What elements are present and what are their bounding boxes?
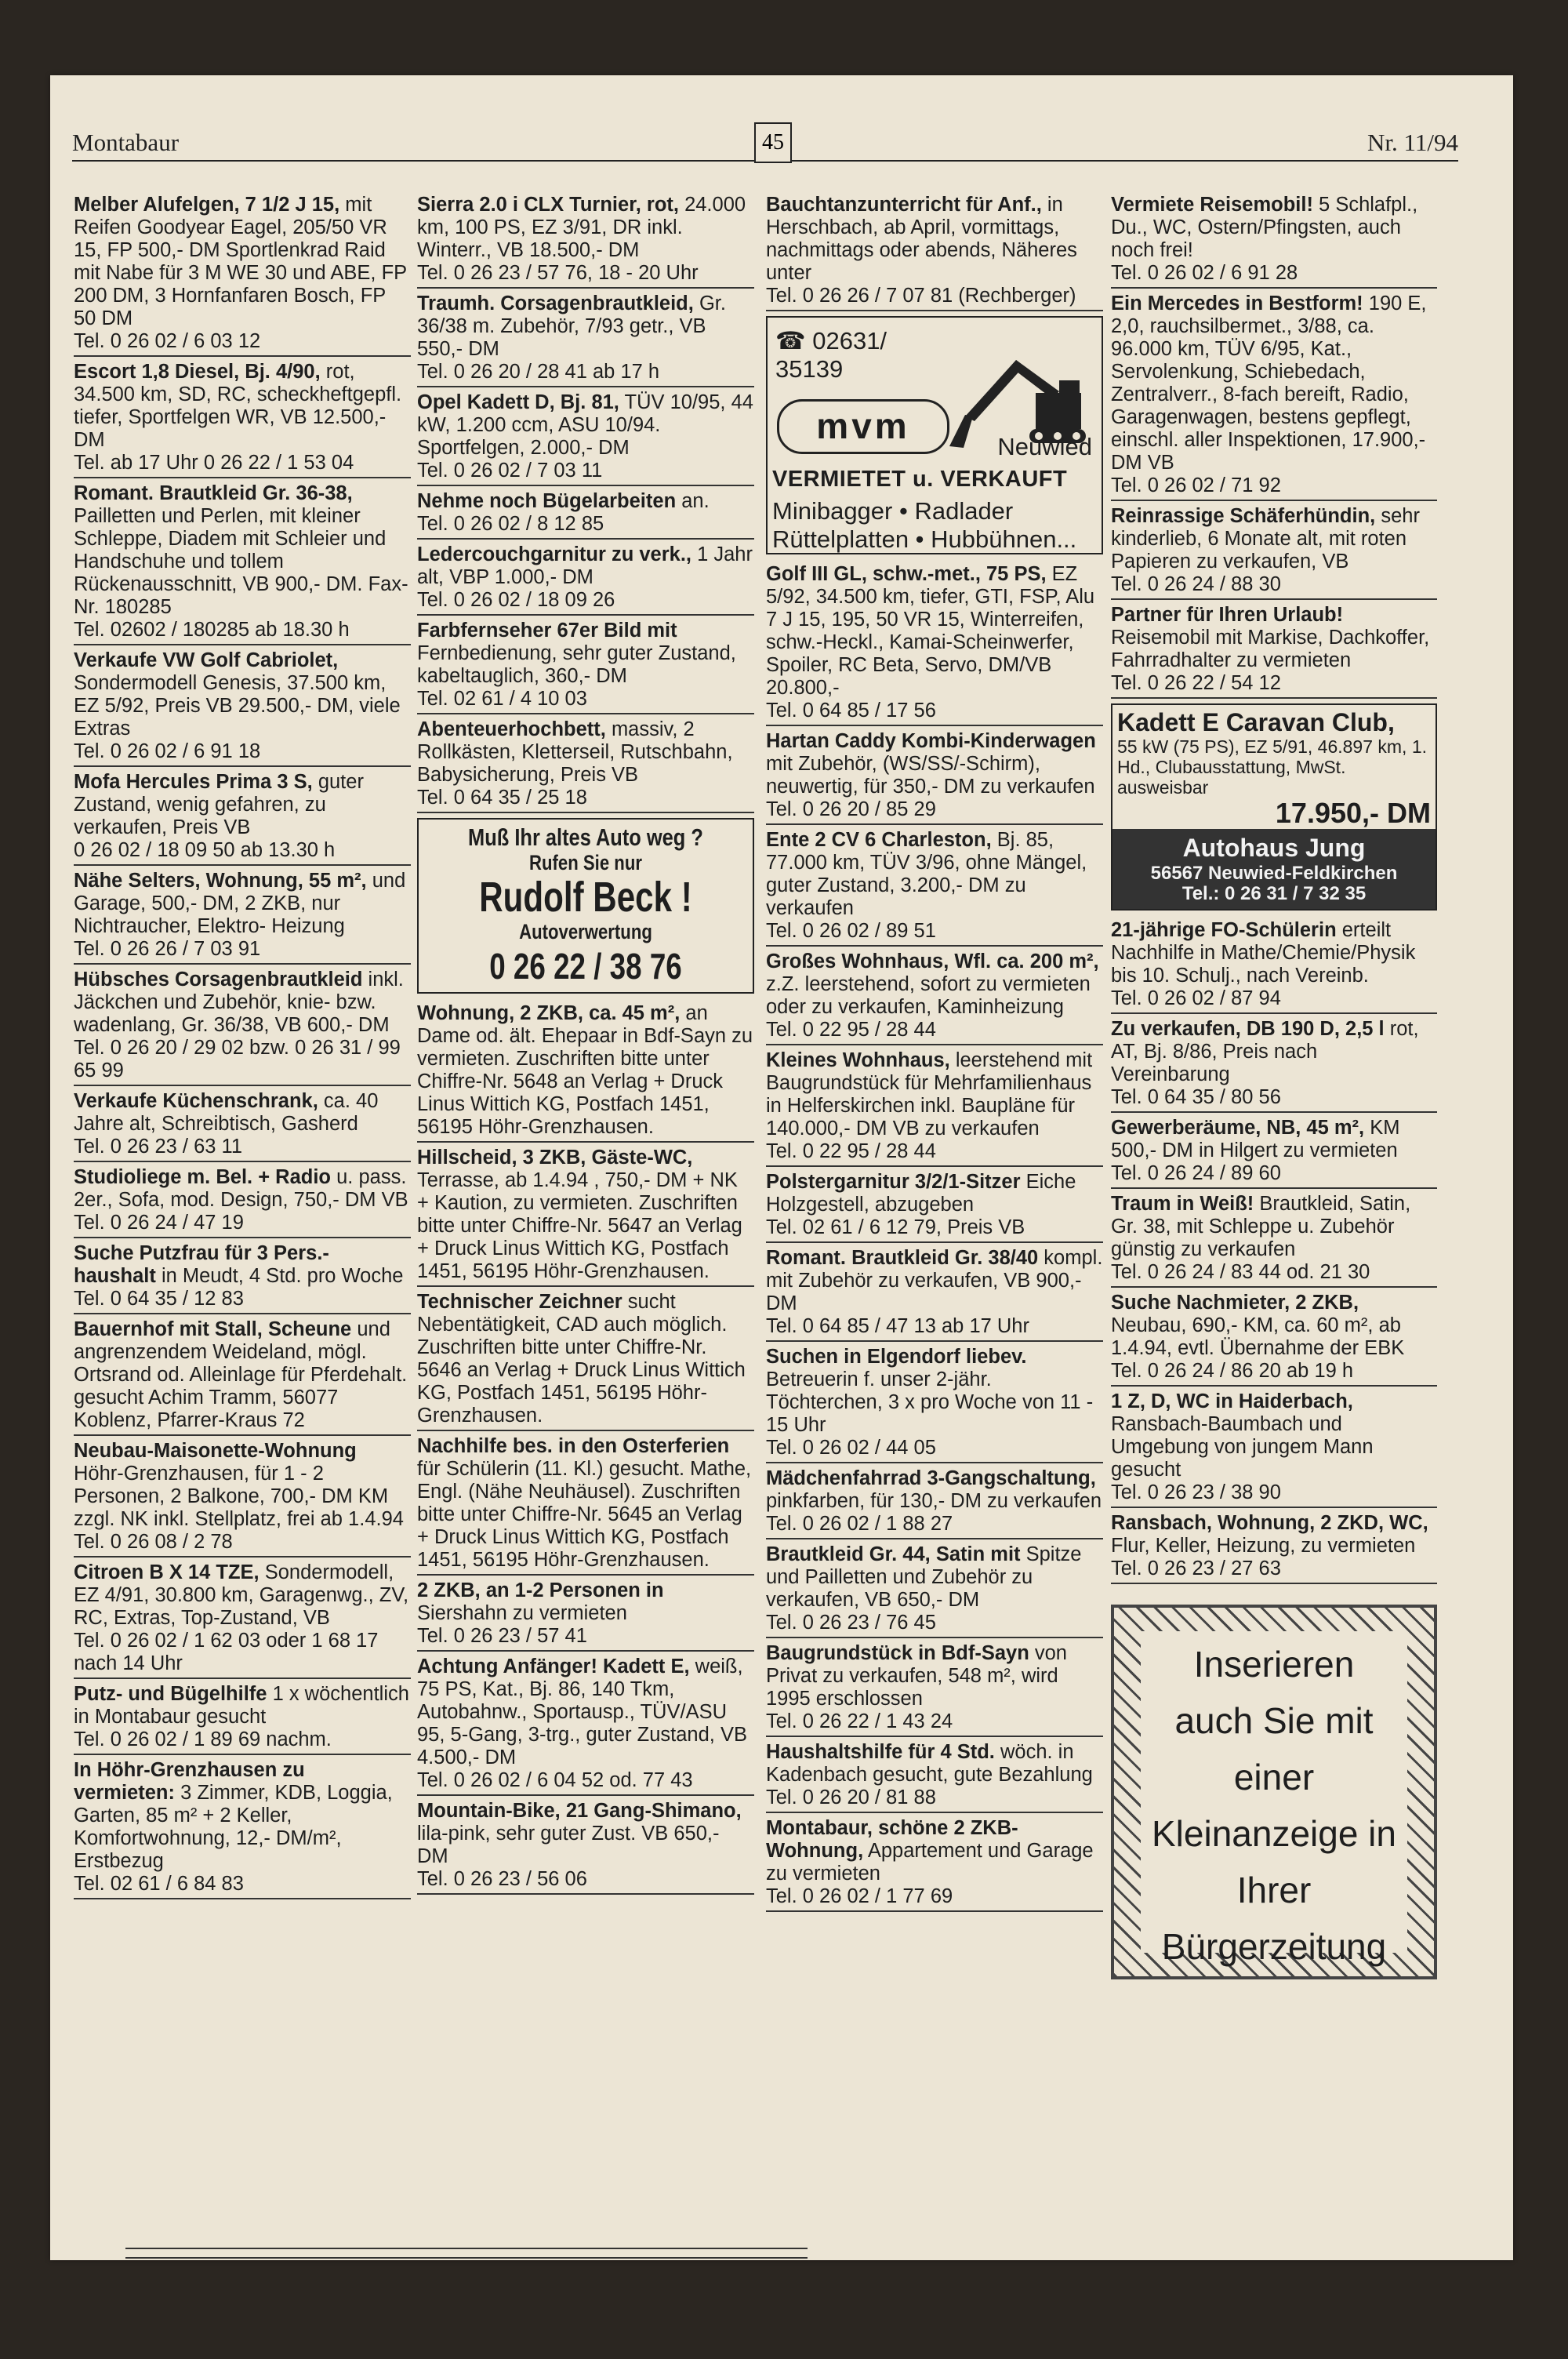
promo-line-5: Ihrer	[1236, 1870, 1312, 1910]
ad-text: 24.000 km, 100 PS, EZ 3/91, DR inkl. Winterr., VB 18.500,- DM	[417, 194, 746, 261]
ad-headline: Nachhilfe bes. in den Osterferien	[417, 1435, 730, 1457]
classified-ad	[417, 292, 754, 387]
ad-phone: Tel. 0 26 20 / 81 88	[766, 1787, 936, 1808]
ad-text: Bj. 85, 77.000 km, TÜV 3/96, ohne Mängel, guter Zustand, 3.200,- DM zu verkaufen	[766, 829, 1087, 919]
ad-phone: Tel. 0 26 02 / 1 88 27	[766, 1513, 953, 1535]
classified-ad	[766, 1543, 1103, 1638]
classified-ad	[417, 1001, 754, 1143]
mvm-phone	[775, 327, 887, 383]
ad-phone: Tel. 0 26 26 / 7 03 91	[74, 938, 261, 960]
classified-ad	[417, 1290, 754, 1431]
classified-ad	[1111, 504, 1437, 600]
classified-ad	[417, 489, 754, 540]
ad-headline: Sierra 2.0 i CLX Turnier, rot,	[417, 194, 679, 216]
ad-headline: Hartan Caddy Kombi-Kinderwagen	[766, 730, 1096, 752]
ad-text: 1 Jahr alt, VBP 1.000,- DM	[417, 543, 753, 588]
ad-headline: Nehme noch Bügelarbeiten	[417, 490, 677, 512]
classified-ad	[766, 729, 1103, 825]
promo-box	[1111, 1605, 1437, 1979]
ad-text: EZ 5/92, 34.500 km, tiefer, GTI, FSP, Alu 7 J 15, 195, 50 VR 15, Winterreifen, schw.-Heckl., Kamai-Scheinwerfer, Spoiler, RC Beta, Servo, DM/VB 20.800,-	[766, 563, 1095, 699]
bottom-rule	[125, 2248, 808, 2249]
classified-ad	[766, 828, 1103, 947]
ad-text: sehr kinderlieb, 6 Monate alt, mit roten Papieren zu verkaufen, VB	[1111, 505, 1420, 572]
mvm-slogan: VERMIETET u. VERKAUFT	[772, 467, 1068, 492]
promo-line-3: einer	[1233, 1757, 1315, 1797]
ad-phone: Tel. 0 26 02 / 6 91 18	[74, 740, 261, 762]
ad-headline: 1 Z, D, WC in Haiderbach,	[1111, 1390, 1353, 1412]
ad-phone: Tel. ab 17 Uhr 0 26 22 / 1 53 04	[74, 452, 354, 474]
mvm-phone-line-1: ☎ 02631/	[775, 327, 887, 354]
ad-phone: Tel. 0 26 23 / 56 06	[417, 1868, 587, 1890]
ad-text: z.Z. leerstehend, sofort zu vermieten oder zu verkaufen, Kaminheizung	[766, 973, 1091, 1018]
ad-text: in Meudt, 4 Std. pro Woche	[161, 1265, 404, 1287]
ad-text: ca. 40 Jahre alt, Schreibtisch, Gasherd	[74, 1090, 379, 1135]
ad-headline: Suche Nachmieter, 2 ZKB,	[1111, 1292, 1359, 1314]
ad-text: Brautkleid, Satin, Gr. 38, mit Schleppe u. Zubehör günstig zu verkaufen	[1111, 1193, 1411, 1260]
ad-phone: Tel. 02602 / 180285 ab 18.30 h	[74, 619, 350, 641]
ad-text: Gr. 36/38 m. Zubehör, 7/93 getr., VB 550,- DM	[417, 293, 726, 360]
classified-ad	[1111, 1390, 1437, 1508]
column-4	[1111, 193, 1437, 1979]
ad-text: und Garage, 500,- DM, 2 ZKB, nur Nichtraucher, Elektro- Heizung	[74, 870, 406, 937]
classified-ad	[1111, 1116, 1437, 1189]
classified-ad	[74, 1165, 411, 1238]
ad-headline: Melber Alufelgen, 7 1/2 J 15,	[74, 194, 340, 216]
classified-ad	[417, 718, 754, 813]
classified-ad	[766, 1740, 1103, 1813]
ad-headline: Citroen B X 14 TZE,	[74, 1561, 260, 1583]
ad-headline: Achtung Anfänger! Kadett E,	[417, 1656, 690, 1677]
ad-headline: Kleines Wohnhaus,	[766, 1049, 950, 1071]
classified-ad	[1111, 1017, 1437, 1113]
column-2-ads-bottom	[417, 1001, 754, 1895]
ad-headline: Mountain-Bike, 21 Gang-Shimano,	[417, 1800, 742, 1822]
ad-headline: Großes Wohnhaus, Wfl. ca. 200 m²,	[766, 951, 1099, 972]
classified-ad	[1111, 1291, 1437, 1387]
ad-text: Neubau, 690,- KM, ca. 60 m², ab 1.4.94, evtl. Übernahme der EBK	[1111, 1314, 1405, 1359]
ad-phone: Tel. 02 61 / 4 10 03	[417, 688, 587, 710]
ad-headline: 21-jährige FO-Schülerin	[1111, 919, 1337, 941]
ad-text: weiß, 75 PS, Kat., Bj. 86, 140 Tkm, Autobahnw., Sportausp., TÜV/ASU 95, 5-Gang, 3-trg., guter Zustand, VB 4.500,- DM	[417, 1656, 747, 1768]
classified-ad	[766, 1467, 1103, 1539]
classified-ad	[1111, 292, 1437, 501]
newspaper-page	[50, 75, 1513, 2260]
issue-number: Nr. 11/94	[1367, 129, 1458, 156]
ad-phone: Tel. 0 26 02 / 1 89 69 nachm.	[74, 1728, 332, 1750]
ad-headline: Technischer Zeichner	[417, 1291, 622, 1313]
classified-ad	[417, 1579, 754, 1652]
ad-headline: Ransbach, Wohnung, 2 ZKD, WC,	[1111, 1512, 1428, 1534]
ad-phone: Tel. 0 26 23 / 57 76, 18 - 20 Uhr	[417, 262, 699, 284]
ad-phone: Tel. 0 26 24 / 83 44 od. 21 30	[1111, 1261, 1370, 1283]
classified-ad	[417, 1146, 754, 1287]
ad-phone: Tel. 0 22 95 / 28 44	[766, 1019, 936, 1041]
classified-ad	[74, 1089, 411, 1162]
ad-phone: Tel. 0 26 20 / 28 41 ab 17 h	[417, 361, 660, 383]
ad-phone: Tel. 0 26 02 / 6 03 12	[74, 330, 261, 352]
classified-ad	[1111, 193, 1437, 289]
ad-headline: Montabaur, schöne 2 ZKB-Wohnung,	[766, 1817, 1018, 1862]
ad-text: Sondermodell Genesis, 37.500 km, EZ 5/92, Preis VB 29.500,- DM, viele Extras	[74, 672, 401, 740]
promo-line-4: Kleinanzeige in	[1151, 1813, 1396, 1854]
classified-ad	[74, 1758, 411, 1899]
ad-headline: Abenteuerhochbett,	[417, 718, 606, 740]
bottom-rule-2	[125, 2257, 808, 2259]
promo-line-6: Bürgerzeitung	[1161, 1926, 1387, 1967]
ad-text: Sondermodell, EZ 4/91, 30.800 km, Garagenwg., ZV, RC, Extras, Top-Zustand, VB	[74, 1561, 409, 1629]
classified-ad	[766, 950, 1103, 1045]
ad-phone: Tel. 0 26 02 / 7 03 11	[417, 460, 603, 482]
ad-text: rot, 34.500 km, SD, RC, scheckheftgepfl. tiefer, Sportfelgen WR, VB 12.500,- DM	[74, 361, 402, 451]
beck-subtitle: Autoverwertung	[519, 920, 652, 943]
mvm-display-ad	[766, 316, 1103, 554]
kadett-title: Kadett E Caravan Club,	[1117, 708, 1395, 736]
ad-text: Pailletten und Perlen, mit kleiner Schleppe, Diadem mit Schleier und Handschuhe und tollem Rückenausschnitt, VB 900,- DM. Fax-Nr. 180285	[74, 505, 408, 618]
ad-text: rot, AT, Bj. 8/86, Preis nach Vereinbarung	[1111, 1018, 1419, 1085]
ad-text: KM 500,- DM in Hilgert zu vermieten	[1111, 1117, 1400, 1161]
ad-phone: Tel. 0 26 24 / 86 20 ab 19 h	[1111, 1360, 1354, 1382]
mvm-phone-line-2: 35139	[775, 355, 844, 383]
ad-phone: Tel. 0 64 35 / 12 83	[74, 1288, 244, 1310]
ad-headline: Studioliege m. Bel. + Radio	[74, 1166, 332, 1188]
kadett-price: 17.950,- DM	[1275, 797, 1431, 829]
ad-headline: Traumh. Corsagenbrautkleid,	[417, 293, 694, 314]
beck-line-2: Rufen Sie nur	[529, 851, 642, 874]
ad-headline: Romant. Brautkleid Gr. 38/40	[766, 1247, 1039, 1269]
ad-text: Ransbach-Baumbach und Umgebung von jungem Mann gesucht	[1111, 1413, 1374, 1481]
classified-ad	[417, 1799, 754, 1895]
promo-line-1: Inserieren	[1193, 1644, 1355, 1685]
ad-text: an Dame od. ält. Ehepaar in Bdf-Sayn zu vermieten. Zuschriften bitte unter Chiffre-Nr. 5648 an Verlag + Druck Linus Wittich KG, Postfach 1451, 56195 Höhr-Grenzhausen.	[417, 1002, 753, 1138]
column-4-ads-top	[1111, 193, 1437, 699]
ad-headline: Haushaltshilfe für 4 Std.	[766, 1741, 995, 1763]
ad-headline: Escort 1,8 Diesel, Bj. 4/90,	[74, 361, 321, 383]
ad-text: mit Reifen Goodyear Eagel, 205/50 VR 15, FP 500,- DM Sportlenkrad Raid mit Nabe für 3 M WE 30 und ABE, FP 200 DM, 3 Hornfanfaren Bosch, FP 50 DM	[74, 194, 407, 329]
classified-ad	[1111, 1511, 1437, 1584]
classified-ad	[74, 193, 411, 357]
ad-headline: Romant. Brautkleid Gr. 36-38,	[74, 482, 353, 504]
ad-headline: Bauchtanzunterricht für Anf.,	[766, 194, 1042, 216]
ad-phone: Tel. 0 26 22 / 1 43 24	[766, 1710, 953, 1732]
mvm-line-1: Minibagger • Radlader	[772, 497, 1014, 525]
dealer-phone: Tel.: 0 26 31 / 7 32 35	[1181, 883, 1367, 904]
ad-phone: Tel. 0 26 23 / 27 63	[1111, 1558, 1281, 1579]
ad-headline: Ledercouchgarnitur zu verk.,	[417, 543, 692, 565]
classified-ad	[417, 543, 754, 616]
ad-phone: Tel. 0 26 02 / 1 62 03 oder 1 68 17 nach 14 Uhr	[74, 1630, 379, 1674]
mvm-city: Neuwied	[997, 433, 1092, 460]
ad-text: und angrenzendem Weideland, mögl. Ortsrand od. Alleinlage für Pferdehalt. gesucht Achim Tramm, 56077 Koblenz, Pfarrer-Kraus 72	[74, 1318, 408, 1431]
classified-ad	[1111, 1192, 1437, 1288]
ad-headline: Ein Mercedes in Bestform!	[1111, 293, 1363, 314]
ad-phone: Tel. 0 26 24 / 88 30	[1111, 573, 1281, 595]
classified-ad	[74, 1241, 411, 1314]
classified-ad	[766, 1816, 1103, 1912]
promo-text	[1141, 1631, 1407, 1967]
ad-phone: Tel. 0 26 08 / 2 78	[74, 1531, 233, 1553]
dealer-name: Autohaus Jung	[1182, 834, 1366, 862]
ad-phone: Tel. 0 26 02 / 6 91 28	[1111, 262, 1298, 284]
classified-ad	[74, 1561, 411, 1679]
classified-ad	[74, 869, 411, 965]
ad-headline: Hillscheid, 3 ZKB, Gäste-WC,	[417, 1147, 693, 1169]
ad-text: Reisemobil mit Markise, Dachkoffer, Fahrradhalter zu vermieten	[1111, 627, 1430, 671]
ad-phone: Tel. 0 26 22 / 54 12	[1111, 672, 1281, 694]
classified-ad	[766, 1170, 1103, 1243]
page-number: 45	[754, 122, 792, 163]
ad-headline: Wohnung, 2 ZKB, ca. 45 m²,	[417, 1002, 681, 1024]
ad-text: 3 Zimmer, KDB, Loggia, Garten, 85 m² + 2 Keller, Komfortwohnung, 12,- DM/m², Erstbezug	[74, 1782, 393, 1872]
ad-phone: Tel. 0 26 20 / 85 29	[766, 798, 936, 820]
ad-text: für Schülerin (11. Kl.) gesucht. Mathe, Engl. (Nähe Neuhäusel). Zuschriften bitte unter Chiffre-Nr. 5645 an Verlag + Druck Linus Wittich KG, Postfach 1451, 56195 Höhr-Grenzhausen.	[417, 1458, 752, 1571]
ad-headline: Verkaufe Küchenschrank,	[74, 1090, 318, 1112]
classified-ad	[766, 1641, 1103, 1737]
ad-headline: Verkaufe VW Golf Cabriolet,	[74, 649, 339, 671]
ad-text: von Privat zu verkaufen, 548 m², wird 1995 erschlossen	[766, 1642, 1067, 1710]
ad-headline: Ente 2 CV 6 Charleston,	[766, 829, 992, 851]
ad-text: Siershahn zu vermieten	[417, 1602, 627, 1624]
ad-text: 5 Schlafpl., Du., WC, Ostern/Pfingsten, auch noch frei!	[1111, 194, 1418, 261]
ad-headline: Opel Kadett D, Bj. 81,	[417, 391, 619, 413]
classified-ad	[74, 649, 411, 767]
classified-ad	[74, 1318, 411, 1436]
ad-phone: Tel. 0 26 02 / 44 05	[766, 1437, 936, 1459]
ad-headline: Neubau-Maisonette-Wohnung	[74, 1440, 357, 1462]
rudolf-beck-display-ad	[417, 818, 754, 994]
ad-headline: Suche Putzfrau für 3 Pers.-haushalt	[74, 1242, 329, 1287]
dealer-bar	[1112, 829, 1436, 909]
ad-phone: Tel. 0 26 24 / 89 60	[1111, 1162, 1281, 1184]
column-2	[417, 193, 754, 1898]
ad-phone: Tel. 0 26 23 / 63 11	[74, 1136, 243, 1158]
ad-headline: Traum in Weiß!	[1111, 1193, 1254, 1215]
classified-ad	[74, 1682, 411, 1755]
ad-phone: Tel. 0 26 26 / 7 07 81 (Rechberger)	[766, 285, 1076, 307]
ad-phone: Tel. 0 64 35 / 80 56	[1111, 1086, 1281, 1108]
ad-phone: 0 26 02 / 18 09 50 ab 13.30 h	[74, 839, 336, 861]
ad-headline: Zu verkaufen, DB 190 D, 2,5 l	[1111, 1018, 1385, 1040]
ad-headline: Nähe Selters, Wohnung, 55 m²,	[74, 870, 367, 892]
ad-headline: Reinrassige Schäferhündin,	[1111, 505, 1376, 527]
ad-phone: Tel. 0 26 23 / 57 41	[417, 1625, 587, 1647]
ad-phone: Tel. 0 64 35 / 25 18	[417, 787, 587, 809]
classified-ad	[766, 1246, 1103, 1342]
ad-text: Spitze und Pailletten und Zubehör zu verkaufen, VB 650,- DM	[766, 1543, 1082, 1611]
ad-text: Flur, Keller, Heizung, zu vermieten	[1111, 1535, 1416, 1557]
ad-phone: Tel. 0 26 02 / 8 12 85	[417, 513, 604, 535]
ad-headline: Putz- und Bügelhilfe	[74, 1683, 267, 1705]
ad-phone: Tel. 0 26 23 / 76 45	[766, 1612, 936, 1634]
classified-ad	[417, 1655, 754, 1796]
ad-headline: Farbfernseher 67er Bild mit	[417, 620, 677, 642]
classified-ad	[1111, 918, 1437, 1014]
ad-text: Höhr-Grenzhausen, für 1 - 2 Personen, 2 Balkone, 700,- DM KM zzgl. NK inkl. Stellplatz, frei ab 1.4.94	[74, 1463, 404, 1530]
ad-headline: Golf III GL, schw.-met., 75 PS,	[766, 563, 1047, 585]
classified-ad	[74, 1439, 411, 1558]
classified-ad	[766, 1345, 1103, 1463]
ad-headline: Mädchenfahrrad 3-Gangschaltung,	[766, 1467, 1096, 1489]
ad-text: 190 E, 2,0, rauchsilbermet., 3/88, ca. 96.000 km, TÜV 6/95, Kat., Servolenkung, Schiebedach, Zentralverr., 8-fach bereift, Radio, Garagenwagen, bestens gepflegt, einschl. aller Inspektionen, 17.900,- DM VB	[1111, 293, 1427, 474]
ad-headline: Brautkleid Gr. 44, Satin mit	[766, 1543, 1021, 1565]
ad-headline: Vermiete Reisemobil!	[1111, 194, 1313, 216]
ad-headline: Bauernhof mit Stall, Scheune	[74, 1318, 352, 1340]
ad-text: mit Zubehör, (WS/SS/-Schirm), neuwertig, für 350,- DM zu verkaufen	[766, 753, 1095, 798]
ad-text: 1 x wöchentlich in Montabaur gesucht	[74, 1683, 409, 1728]
classified-ad	[74, 360, 411, 478]
ad-phone: Tel. 0 64 85 / 47 13 ab 17 Uhr	[766, 1315, 1029, 1337]
ad-phone: Tel. 0 26 23 / 38 90	[1111, 1481, 1281, 1503]
ad-text: an.	[681, 490, 710, 512]
beck-line-1: Muß Ihr altes Auto weg ?	[468, 823, 703, 851]
classified-ad	[766, 193, 1103, 311]
column-3-ads-bottom	[766, 562, 1103, 1912]
ad-text: pinkfarben, für 130,- DM zu verkaufen	[766, 1490, 1102, 1512]
classified-ad	[74, 770, 411, 866]
ad-text: in Herschbach, ab April, vormittags, nachmittags oder abends, Näheres unter	[766, 194, 1077, 284]
classified-ad	[417, 391, 754, 486]
promo-line-2: auch Sie mit	[1174, 1700, 1374, 1741]
ad-headline: Baugrundstück in Bdf-Sayn	[766, 1642, 1029, 1664]
ad-phone: Tel. 0 22 95 / 28 44	[766, 1140, 936, 1162]
ad-phone: Tel. 0 26 02 / 71 92	[1111, 474, 1281, 496]
ad-phone: Tel. 0 26 02 / 18 09 26	[417, 589, 615, 611]
ad-phone: Tel. 0 26 24 / 47 19	[74, 1212, 244, 1234]
ad-phone: Tel. 02 61 / 6 12 79, Preis VB	[766, 1216, 1025, 1238]
kadett-body: 55 kW (75 PS), EZ 5/91, 46.897 km, 1. Hd., Clubausstattung, MwSt. ausweisbar	[1117, 736, 1428, 798]
column-3-ads-top	[766, 193, 1103, 311]
ad-phone: Tel. 0 26 02 / 6 04 52 od. 77 43	[417, 1769, 693, 1791]
ad-text: erteilt Nachhilfe in Mathe/Chemie/Physik bis 10. Schulj., nach Vereinb.	[1111, 919, 1416, 987]
ad-text: lila-pink, sehr guter Zust. VB 650,- DM	[417, 1823, 720, 1867]
dealer-address: 56567 Neuwied-Feldkirchen	[1150, 863, 1398, 884]
beck-phone: 0 26 22 / 38 76	[489, 946, 682, 987]
column-1	[74, 193, 411, 1903]
column-4-ads-bottom	[1111, 918, 1437, 1584]
ad-text: guter Zustand, wenig gefahren, zu verkaufen, Preis VB	[74, 771, 364, 838]
ad-phone: Tel. 0 26 20 / 29 02 bzw. 0 26 31 / 99 65 99	[74, 1037, 401, 1081]
ad-text: kompl. mit Zubehör zu verkaufen, VB 900,- DM	[766, 1247, 1103, 1314]
ad-text: inkl. Jäckchen und Zubehör, knie- bzw. wadenlang, Gr. 36/38, VB 600,- DM	[74, 969, 404, 1036]
ad-text: TÜV 10/95, 44 kW, 1.200 ccm, ASU 10/94. Sportfelgen, 2.000,- DM	[417, 391, 753, 459]
classified-ad	[766, 1049, 1103, 1167]
ad-headline: Hübsches Corsagenbrautkleid	[74, 969, 363, 990]
ad-text: u. pass. 2er., Sofa, mod. Design, 750,- DM VB	[74, 1166, 408, 1211]
ad-headline: Mofa Hercules Prima 3 S,	[74, 771, 313, 793]
ad-headline: Partner für Ihren Urlaub!	[1111, 604, 1344, 626]
classified-ad	[417, 193, 754, 289]
ad-headline: 2 ZKB, an 1-2 Personen in	[417, 1579, 664, 1601]
mvm-line-2: Rüttelplatten • Hubbühnen...	[772, 525, 1077, 553]
ad-text: leerstehend mit Baugrundstück für Mehrfamilienhaus in Helferskirchen inkl. Baupläne für 140.000,- DM VB zu verkaufen	[766, 1049, 1093, 1140]
classified-ad	[74, 968, 411, 1086]
ad-text: Fernbedienung, sehr guter Zustand, kabeltauglich, 360,- DM	[417, 642, 736, 687]
ad-phone: Tel. 0 26 02 / 89 51	[766, 920, 936, 942]
ad-text: sucht Nebentätigkeit, CAD auch möglich. Zuschriften bitte unter Chiffre-Nr. 5646 an Verlag + Druck Linus Wittich KG, Postfach 1451, 56195 Höhr-Grenzhausen.	[417, 1291, 746, 1427]
column-2-ads-top	[417, 193, 754, 813]
ad-headline: In Höhr-Grenzhausen zu vermieten:	[74, 1759, 305, 1804]
ad-headline: Suchen in Elgendorf liebev.	[766, 1346, 1027, 1368]
ad-phone: Tel. 02 61 / 6 84 83	[74, 1873, 244, 1895]
ad-text: wöch. in Kadenbach gesucht, gute Bezahlung	[766, 1741, 1093, 1786]
ad-text: Appartement und Garage zu vermieten	[766, 1840, 1094, 1885]
header-town: Montabaur	[72, 129, 180, 156]
ad-phone: Tel. 0 26 02 / 1 77 69	[766, 1885, 953, 1907]
kadett-display-ad	[1111, 703, 1437, 911]
page-header	[72, 129, 1458, 162]
ad-headline: Gewerberäume, NB, 45 m²,	[1111, 1117, 1365, 1139]
column-3	[766, 193, 1103, 1915]
ad-phone: Tel. 0 64 85 / 17 56	[766, 700, 936, 722]
classified-ad	[766, 562, 1103, 726]
ad-text: Terrasse, ab 1.4.94 , 750,- DM + NK + Kaution, zu vermieten. Zuschriften bitte unter Chiffre-Nr. 5647 an Verlag + Druck Linus Wittich KG, Postfach 1451, 56195 Höhr-Grenzhausen.	[417, 1169, 742, 1282]
beck-name: Rudolf Beck !	[479, 874, 692, 921]
ad-headline: Polstergarnitur 3/2/1-Sitzer	[766, 1171, 1021, 1193]
ad-phone: Tel. 0 26 02 / 87 94	[1111, 987, 1281, 1009]
classified-ad	[74, 482, 411, 645]
classified-ad	[1111, 603, 1437, 699]
mvm-logo: mvm	[777, 399, 949, 454]
classified-ad	[417, 1434, 754, 1576]
ad-text: Eiche Holzgestell, abzugeben	[766, 1171, 1076, 1216]
ad-text: Betreuerin f. unser 2-jähr. Töchterchen, 3 x pro Woche von 11 - 15 Uhr	[766, 1369, 1094, 1436]
ad-text: massiv, 2 Rollkästen, Kletterseil, Rutschbahn, Babysicherung, Preis VB	[417, 718, 733, 786]
classified-ad	[417, 619, 754, 714]
